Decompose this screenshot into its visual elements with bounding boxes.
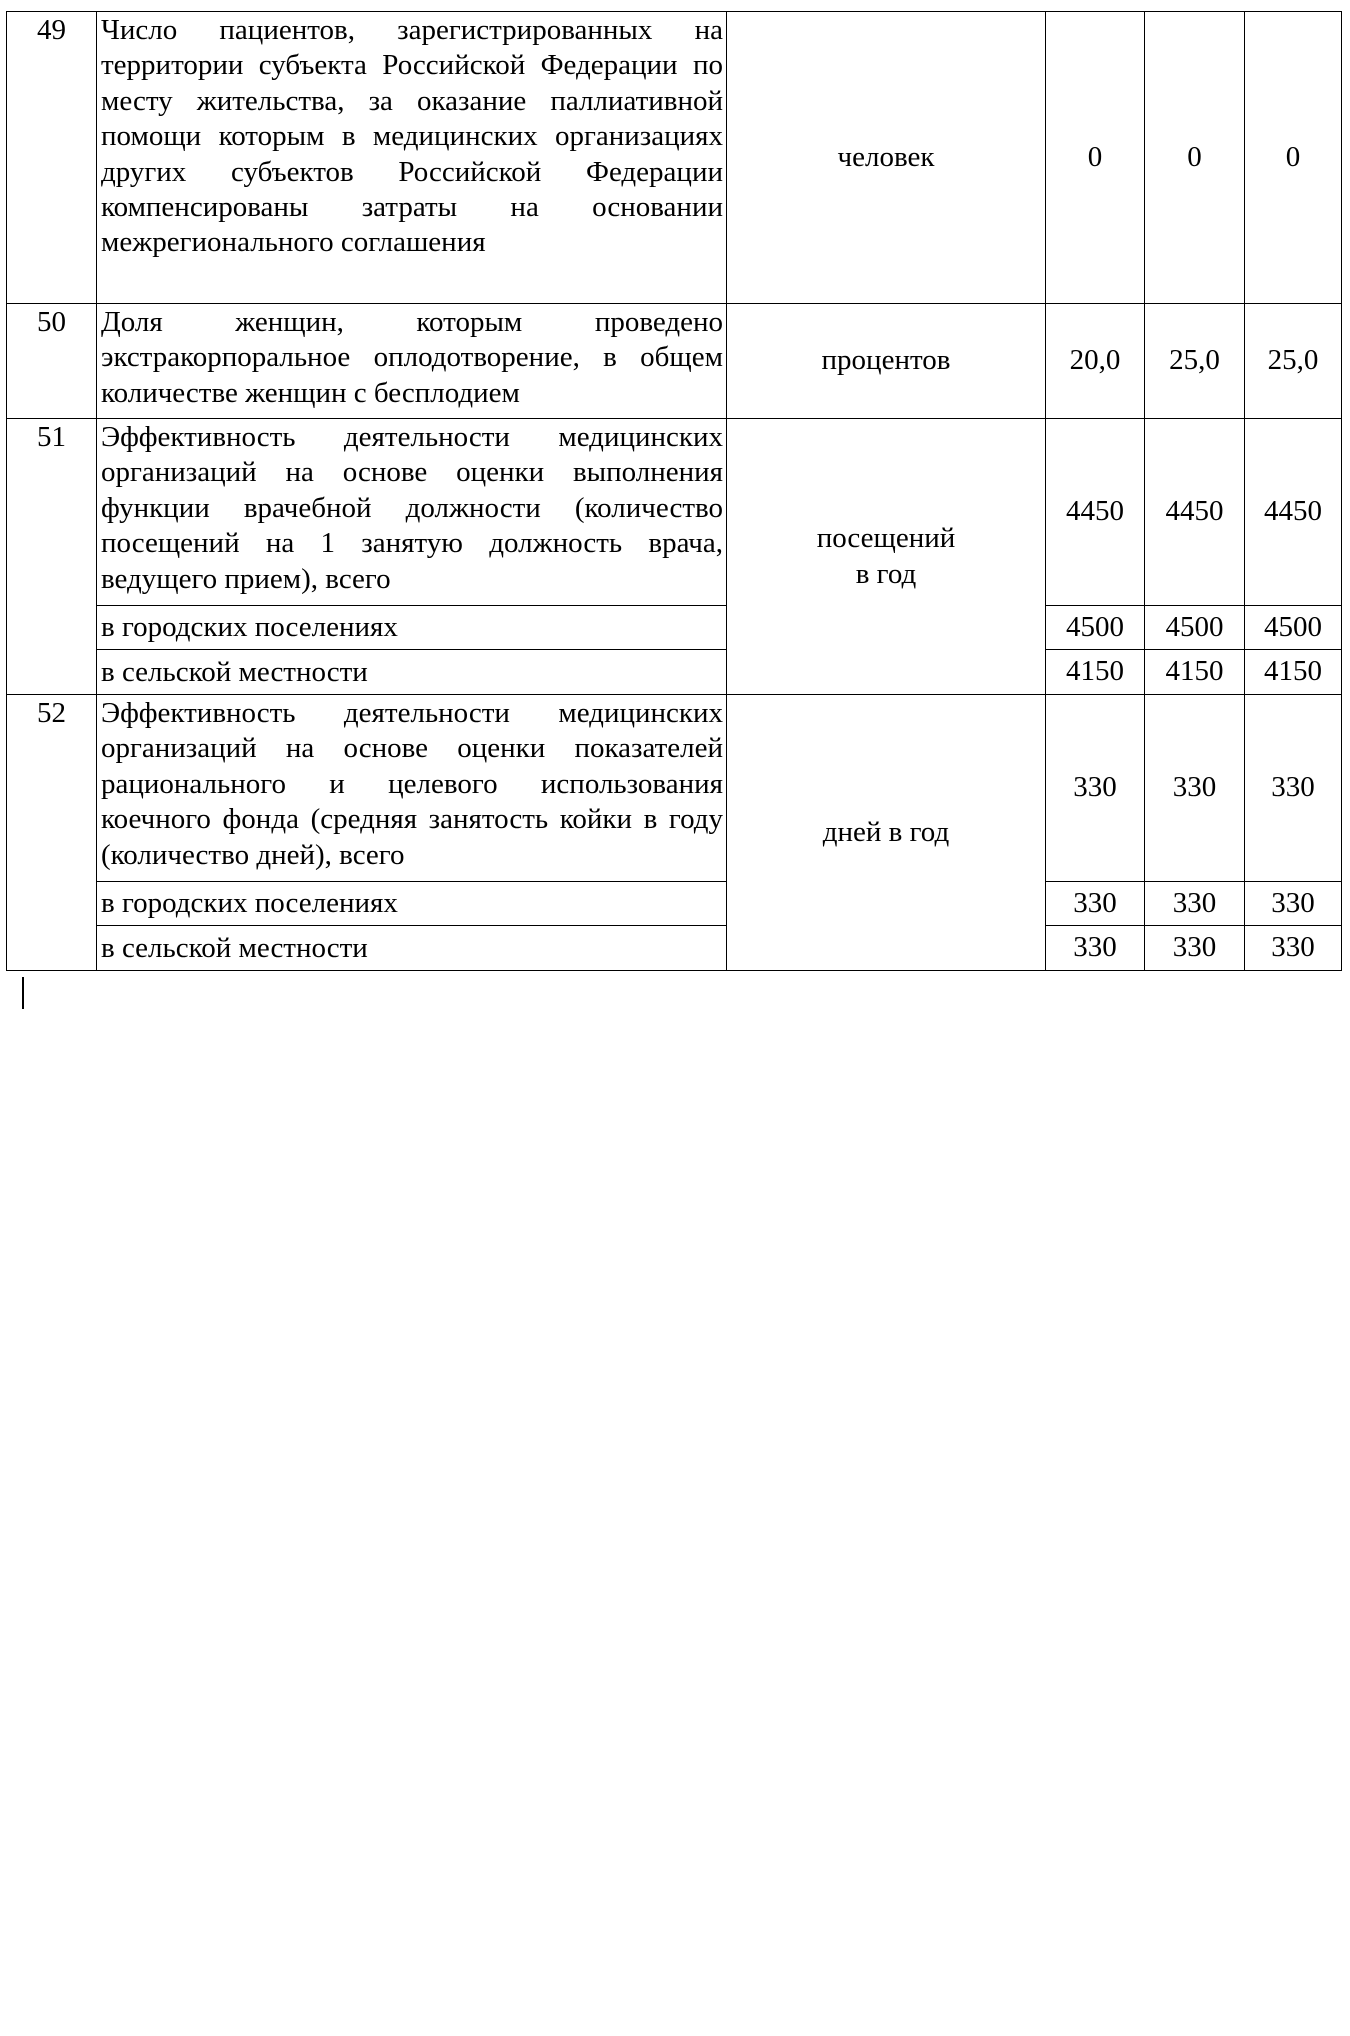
value-cell: 0 bbox=[1145, 12, 1245, 304]
value-cell: 330 bbox=[1046, 926, 1145, 971]
value-cell: 330 bbox=[1046, 695, 1145, 882]
value-cell: 330 bbox=[1145, 695, 1245, 882]
table-subrow bbox=[7, 650, 1342, 695]
table-subrow bbox=[7, 606, 1342, 650]
value-cell: 25,0 bbox=[1145, 304, 1245, 419]
value-cell: 4150 bbox=[1046, 650, 1145, 695]
value-cell: 4450 bbox=[1046, 419, 1145, 606]
row-number: 52 bbox=[7, 695, 97, 971]
table-row-50 bbox=[7, 304, 1342, 419]
unit-cell bbox=[727, 419, 1046, 695]
subrow-description: в городских поселениях bbox=[97, 882, 727, 926]
indicator-description: Число пациентов, зарегистрированных на территории субъекта Российской Федерации по месту жительства, за оказание паллиативной помощи которым в медицинских организациях других субъектов Российской Федерации компенсированы затраты на основании межрегионального соглашения bbox=[97, 12, 727, 304]
subrow-description: в сельской местности bbox=[97, 650, 727, 695]
row-number: 49 bbox=[7, 12, 97, 304]
table-row-52 bbox=[7, 695, 1342, 882]
value-cell: 4450 bbox=[1145, 419, 1245, 606]
table-subrow bbox=[7, 926, 1342, 971]
value-cell: 20,0 bbox=[1046, 304, 1145, 419]
value-cell: 330 bbox=[1245, 695, 1342, 882]
unit-line: посещений bbox=[816, 522, 956, 555]
table-subrow bbox=[7, 882, 1342, 926]
value-cell: 330 bbox=[1245, 882, 1342, 926]
unit-cell: дней в год bbox=[727, 695, 1046, 971]
value-cell: 0 bbox=[1245, 12, 1342, 304]
value-cell: 4500 bbox=[1046, 606, 1145, 650]
value-cell: 330 bbox=[1245, 926, 1342, 971]
unit-line: в год bbox=[855, 557, 917, 590]
value-cell: 330 bbox=[1145, 926, 1245, 971]
indicator-description: Доля женщин, которым проведено экстракорпоральное оплодотворение, в общем количестве женщин с бесплодием bbox=[97, 304, 727, 419]
value-cell: 4500 bbox=[1145, 606, 1245, 650]
unit-cell: человек bbox=[727, 12, 1046, 304]
indicators-table bbox=[6, 11, 1342, 971]
value-cell: 330 bbox=[1046, 882, 1145, 926]
value-cell: 0 bbox=[1046, 12, 1145, 304]
row-number: 50 bbox=[7, 304, 97, 419]
table-row-49 bbox=[7, 12, 1342, 304]
value-cell: 4150 bbox=[1145, 650, 1245, 695]
subrow-description: в городских поселениях bbox=[97, 606, 727, 650]
indicator-description: Эффективность деятельности медицинских организаций на основе оценки показателей рационального и целевого использования коечного фонда (средняя занятость койки в году (количество дней), всего bbox=[97, 695, 727, 882]
value-cell: 4450 bbox=[1245, 419, 1342, 606]
table-row-51 bbox=[7, 419, 1342, 606]
unit-cell: процентов bbox=[727, 304, 1046, 419]
indicator-description: Эффективность деятельности медицинских организаций на основе оценки выполнения функции врачебной должности (количество посещений на 1 занятую должность врача, ведущего прием), всего bbox=[97, 419, 727, 606]
value-cell: 25,0 bbox=[1245, 304, 1342, 419]
value-cell: 4150 bbox=[1245, 650, 1342, 695]
text-cursor[interactable] bbox=[22, 977, 24, 1009]
row-number: 51 bbox=[7, 419, 97, 695]
value-cell: 4500 bbox=[1245, 606, 1342, 650]
subrow-description: в сельской местности bbox=[97, 926, 727, 971]
value-cell: 330 bbox=[1145, 882, 1245, 926]
